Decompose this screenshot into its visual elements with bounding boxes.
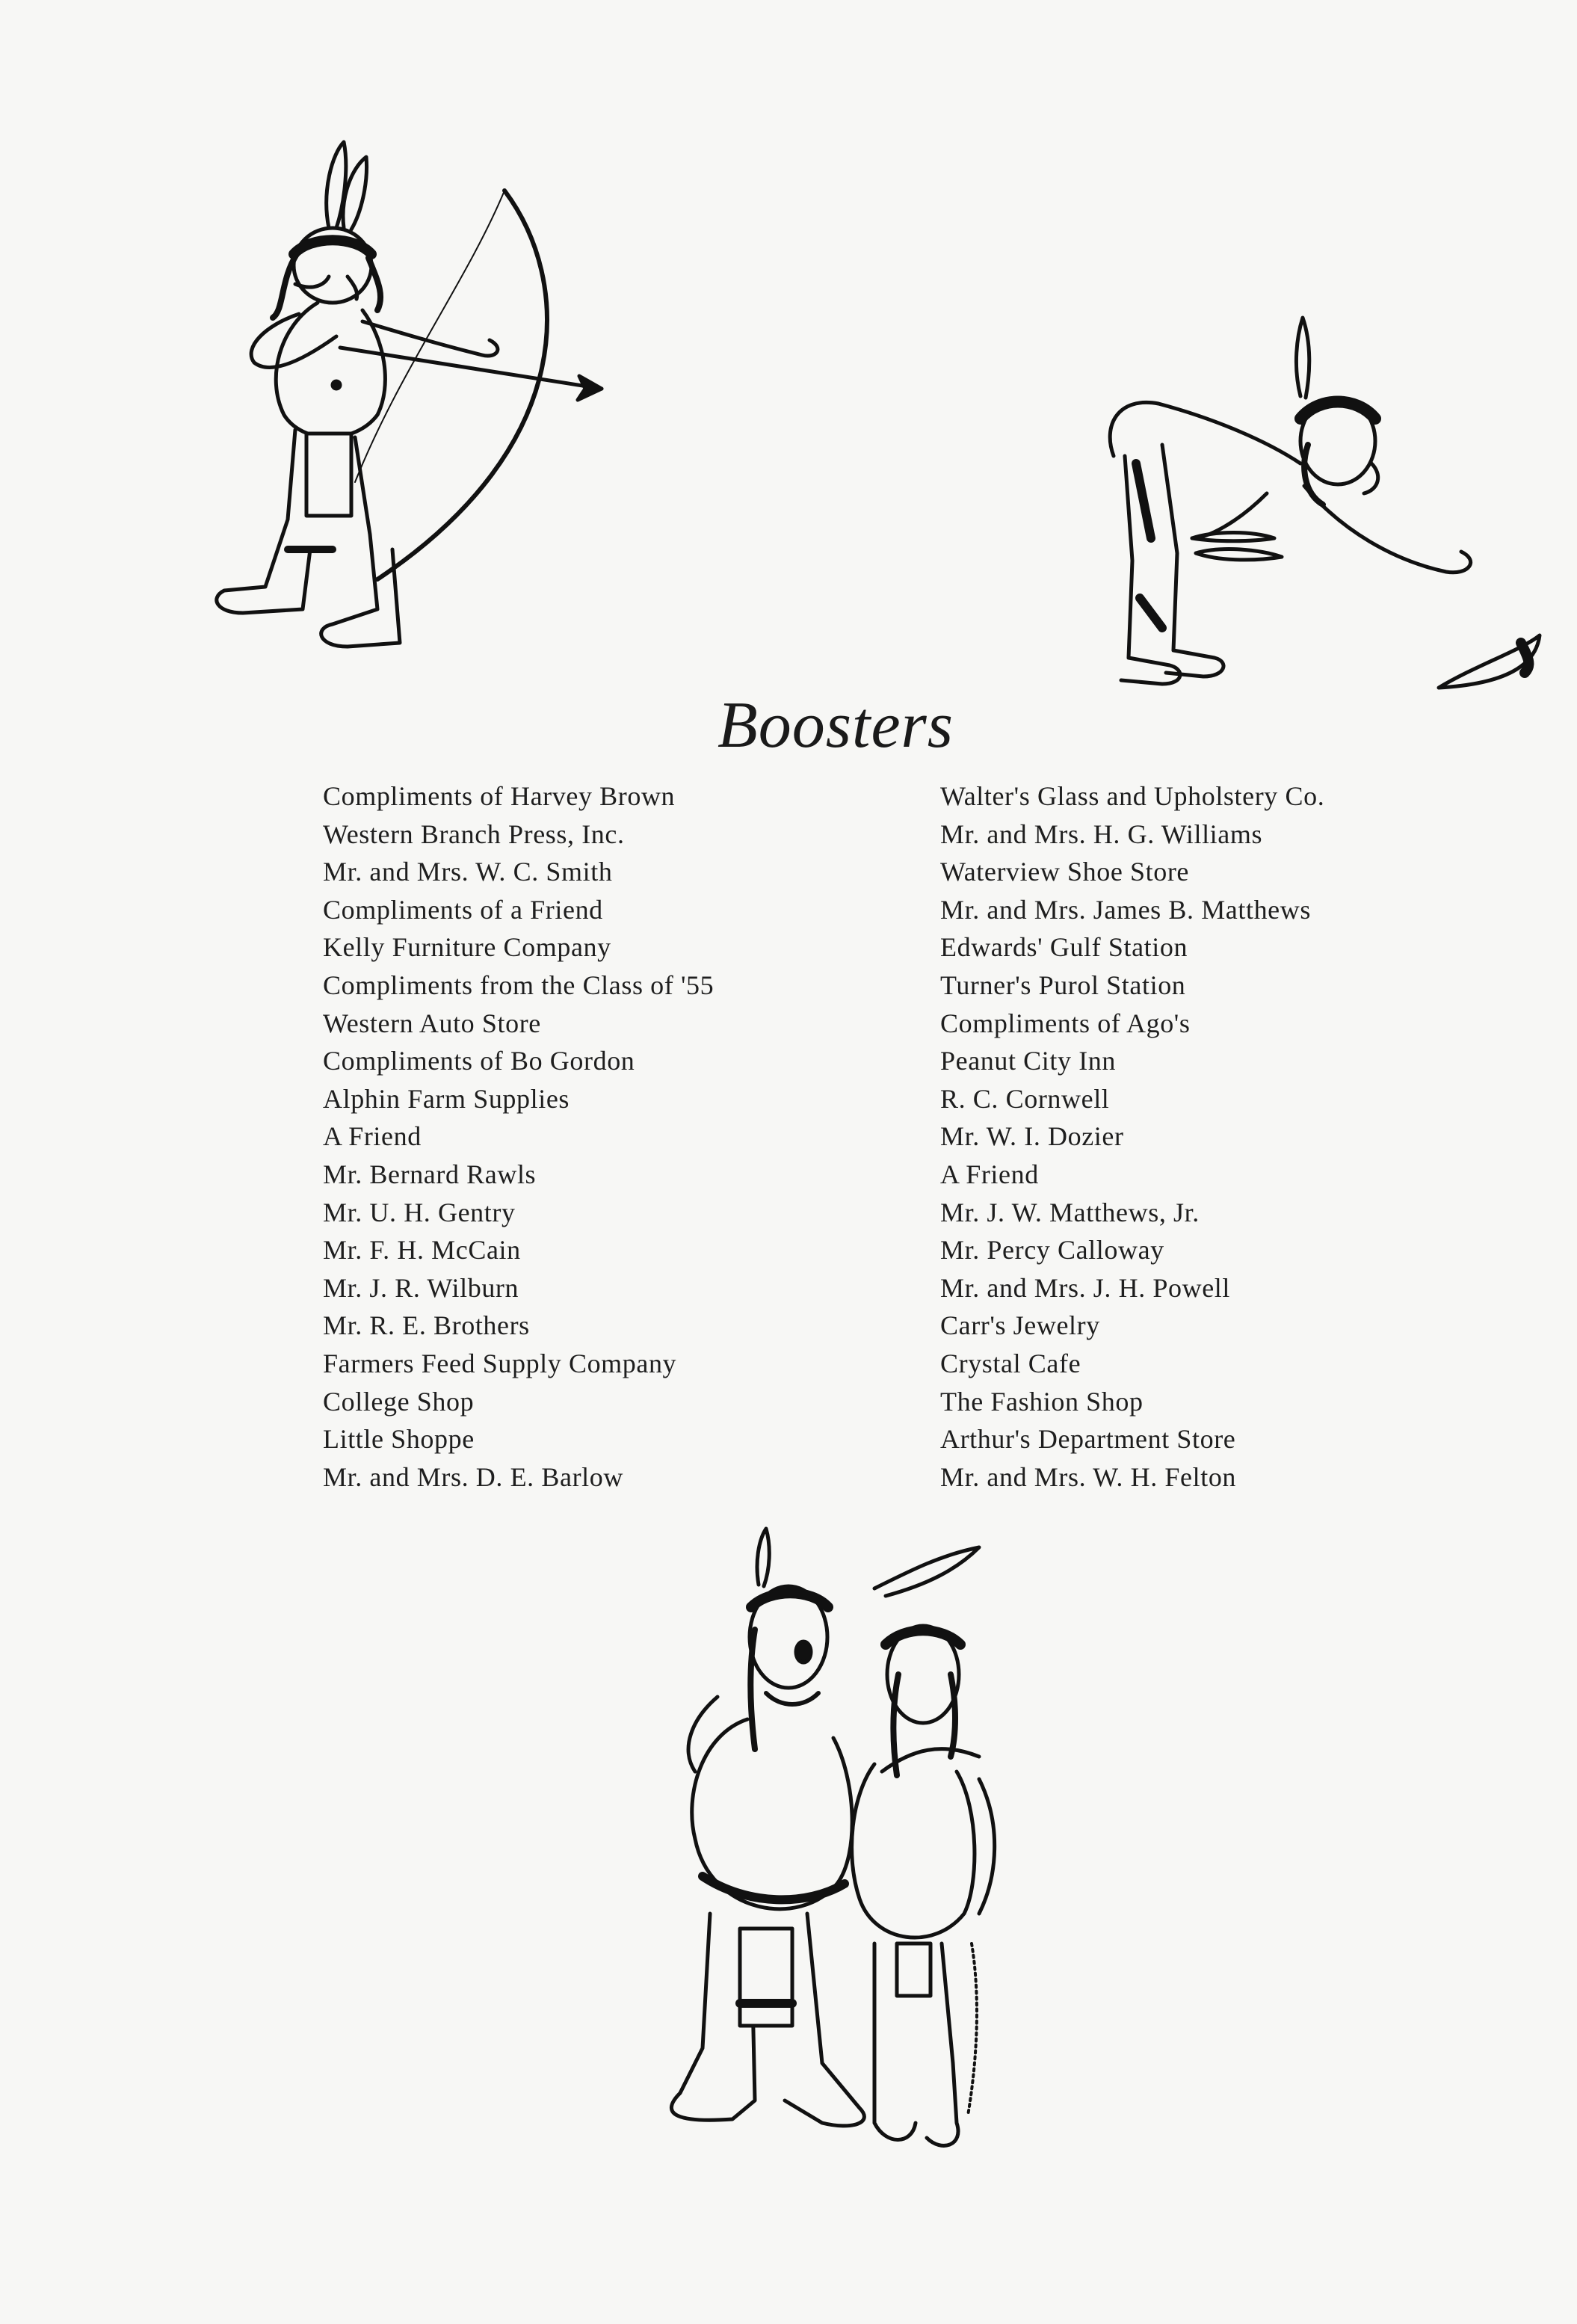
booster-entry: Walter's Glass and Upholstery Co. [940, 781, 1325, 811]
booster-entry: Mr. and Mrs. W. H. Felton [940, 1461, 1237, 1492]
booster-entry: Farmers Feed Supply Company [323, 1348, 677, 1378]
booster-entry: Mr. Bernard Rawls [323, 1159, 537, 1189]
booster-entry: Mr. and Mrs. H. G. Williams [940, 819, 1263, 849]
archer-drawing [153, 131, 624, 665]
booster-entry: College Shop [323, 1386, 475, 1417]
booster-entry: Turner's Purol Station [940, 970, 1186, 1000]
booster-entry: Compliments from the Class of '55 [323, 970, 715, 1000]
two-figures-illustration [628, 1525, 1061, 2160]
booster-entry: Compliments of Harvey Brown [323, 781, 676, 811]
booster-entry: Compliments of Ago's [940, 1008, 1191, 1038]
booster-entry: Edwards' Gulf Station [940, 932, 1188, 963]
booster-entry: Compliments of a Friend [323, 894, 603, 925]
booster-entry: Mr. F. H. McCain [323, 1235, 521, 1266]
booster-entry: A Friend [940, 1159, 1039, 1189]
booster-entry: Mr. and Mrs. W. C. Smith [323, 857, 613, 887]
booster-entry: A Friend [323, 1121, 422, 1152]
booster-entry: Mr. R. E. Brothers [323, 1310, 530, 1341]
booster-entry: Mr. J. R. Wilburn [323, 1272, 519, 1303]
booster-entry: Mr. and Mrs. J. H. Powell [940, 1272, 1231, 1303]
booster-entry: The Fashion Shop [940, 1386, 1144, 1417]
booster-entry: Mr. U. H. Gentry [323, 1197, 516, 1227]
booster-entry: Western Auto Store [323, 1008, 541, 1038]
booster-entry: Mr. and Mrs. D. E. Barlow [323, 1461, 623, 1492]
booster-entry: Crystal Cafe [940, 1348, 1081, 1378]
booster-entry: Little Shoppe [323, 1424, 475, 1455]
booster-entry: Arthur's Department Store [940, 1424, 1236, 1455]
booster-entry: Mr. Percy Calloway [940, 1235, 1164, 1266]
booster-entry: Peanut City Inn [940, 1046, 1116, 1076]
booster-entry: Compliments of Bo Gordon [323, 1046, 635, 1076]
bending-figure-illustration [1043, 314, 1558, 695]
booster-entry: Kelly Furniture Company [323, 932, 611, 963]
booster-entry: Waterview Shoe Store [940, 857, 1190, 887]
boosters-list-right [940, 777, 1324, 1496]
archer-illustration [153, 131, 624, 665]
booster-entry: Mr. J. W. Matthews, Jr. [940, 1197, 1200, 1227]
boosters-list-left [323, 777, 714, 1496]
booster-entry: Western Branch Press, Inc. [323, 819, 625, 849]
booster-entry: R. C. Cornwell [940, 1083, 1110, 1114]
booster-entry: Mr. and Mrs. James B. Matthews [940, 894, 1311, 925]
page-title: Boosters [717, 689, 954, 762]
booster-entry: Mr. W. I. Dozier [940, 1121, 1124, 1152]
bending-figure-drawing [1043, 314, 1558, 695]
booster-entry: Alphin Farm Supplies [323, 1083, 570, 1114]
two-figures-drawing [628, 1525, 1061, 2160]
booster-entry: Carr's Jewelry [940, 1310, 1100, 1341]
